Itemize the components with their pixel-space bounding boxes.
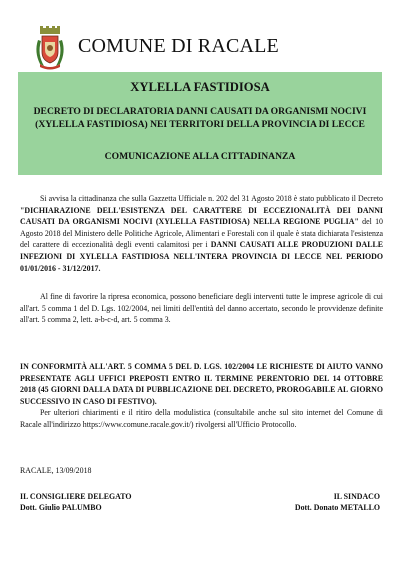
banner-subtitle: DECRETO DI DECLARATORIA DANNI CAUSATI DA ORGANISMI NOCIVI (XYLELLA FASTIDIOSA) NEI TERRITORI DELLA PROVINCIA DI LECCE [33,106,367,130]
left-role: IL CONSIGLIERE DELEGATO [20,492,132,501]
right-name: Dott. Donato METALLO [294,502,380,512]
paragraph-deadline [20,361,383,407]
coat-of-arms-icon [34,26,66,70]
municipality-name: COMUNE DI RACALE [78,35,279,57]
right-role: IL SINDACO [333,492,380,501]
paragraph-beneficiaries: Al fine di favorire la ripresa economica, possono beneficiare degli interventi tutte le imprese agricole di cui all'art. 5 comma 1 del D. Lgs. 102/2004, nei limiti dell'entità del danno accertato, secondo le provvidenze definite all'art. 5 comma 2, lett. a-b-c-d, art. 5 comma 3. [20,292,383,325]
paragraph-decree [20,193,383,274]
paragraph-info: Per ulteriori chiarimenti e il ritiro della modulistica (consultabile anche sul sito internet del Comune di Racale all'indirizzo https://www.comune.racale.gov.it/) rivolgersi all'Ufficio Protocollo. [20,408,383,429]
title-banner [18,72,382,175]
signature-left [20,492,132,513]
banner-title: XYLELLA FASTIDIOSA [130,80,270,94]
p1-text-c: del 10 Agosto 2018 del Ministero delle Politiche Agricole, Alimentari e Forestali con il quale è stata dichiarata l'esistenza del carattere di eccezionalità degli eventi calamitosi per i [20,217,383,250]
banner-communication: COMUNICAZIONE ALLA CITTADINANZA [104,151,296,162]
date-place: RACALE, 13/09/2018 [20,466,92,475]
signature-right [295,492,380,513]
left-name: Dott. Giulio PALUMBO [20,502,102,512]
deadline-text: IN CONFORMITÀ ALL'ART. 5 COMMA 5 DEL D. LGS. 102/2004 LE RICHIESTE DI AIUTO VANNO PRESENTATE AGLI UFFICI PREPOSTI ENTRO IL TERMINE PERENTORIO DEL 14 OTTOBRE 2018 (45 GIORNI DALLA DATA DI PUBBLICAZIONE DEL DECRETO, PROROGABILE AL GIORNO SUCCESSIVO IN CASO DI FESTIVO). [20,362,383,406]
p1-text-a: Si avvisa la cittadinanza che sulla Gazzetta Ufficiale n. 202 del 31 Agosto 2018 è stato pubblicato il Decreto [40,194,383,203]
p1-decree-title: "DICHIARAZIONE DELL'ESISTENZA DEL CARATTERE DI ECCEZIONALITÀ DEI DANNI CAUSATI DA ORGANISMI NOCIVI (XYLELLA FASTIDIOSA) NELLA REGIONE PUGLIA" [20,205,383,227]
p1-damage-period: DANNI CAUSATI ALLE PRODUZIONI DALLE INFEZIONI DI XYLELLA FASTIDIOSA NELL'INTERA PROVINCIA DI LECCE NEL PERIODO 01/01/2016 - 31/12/2017. [20,240,383,273]
header [34,26,374,76]
